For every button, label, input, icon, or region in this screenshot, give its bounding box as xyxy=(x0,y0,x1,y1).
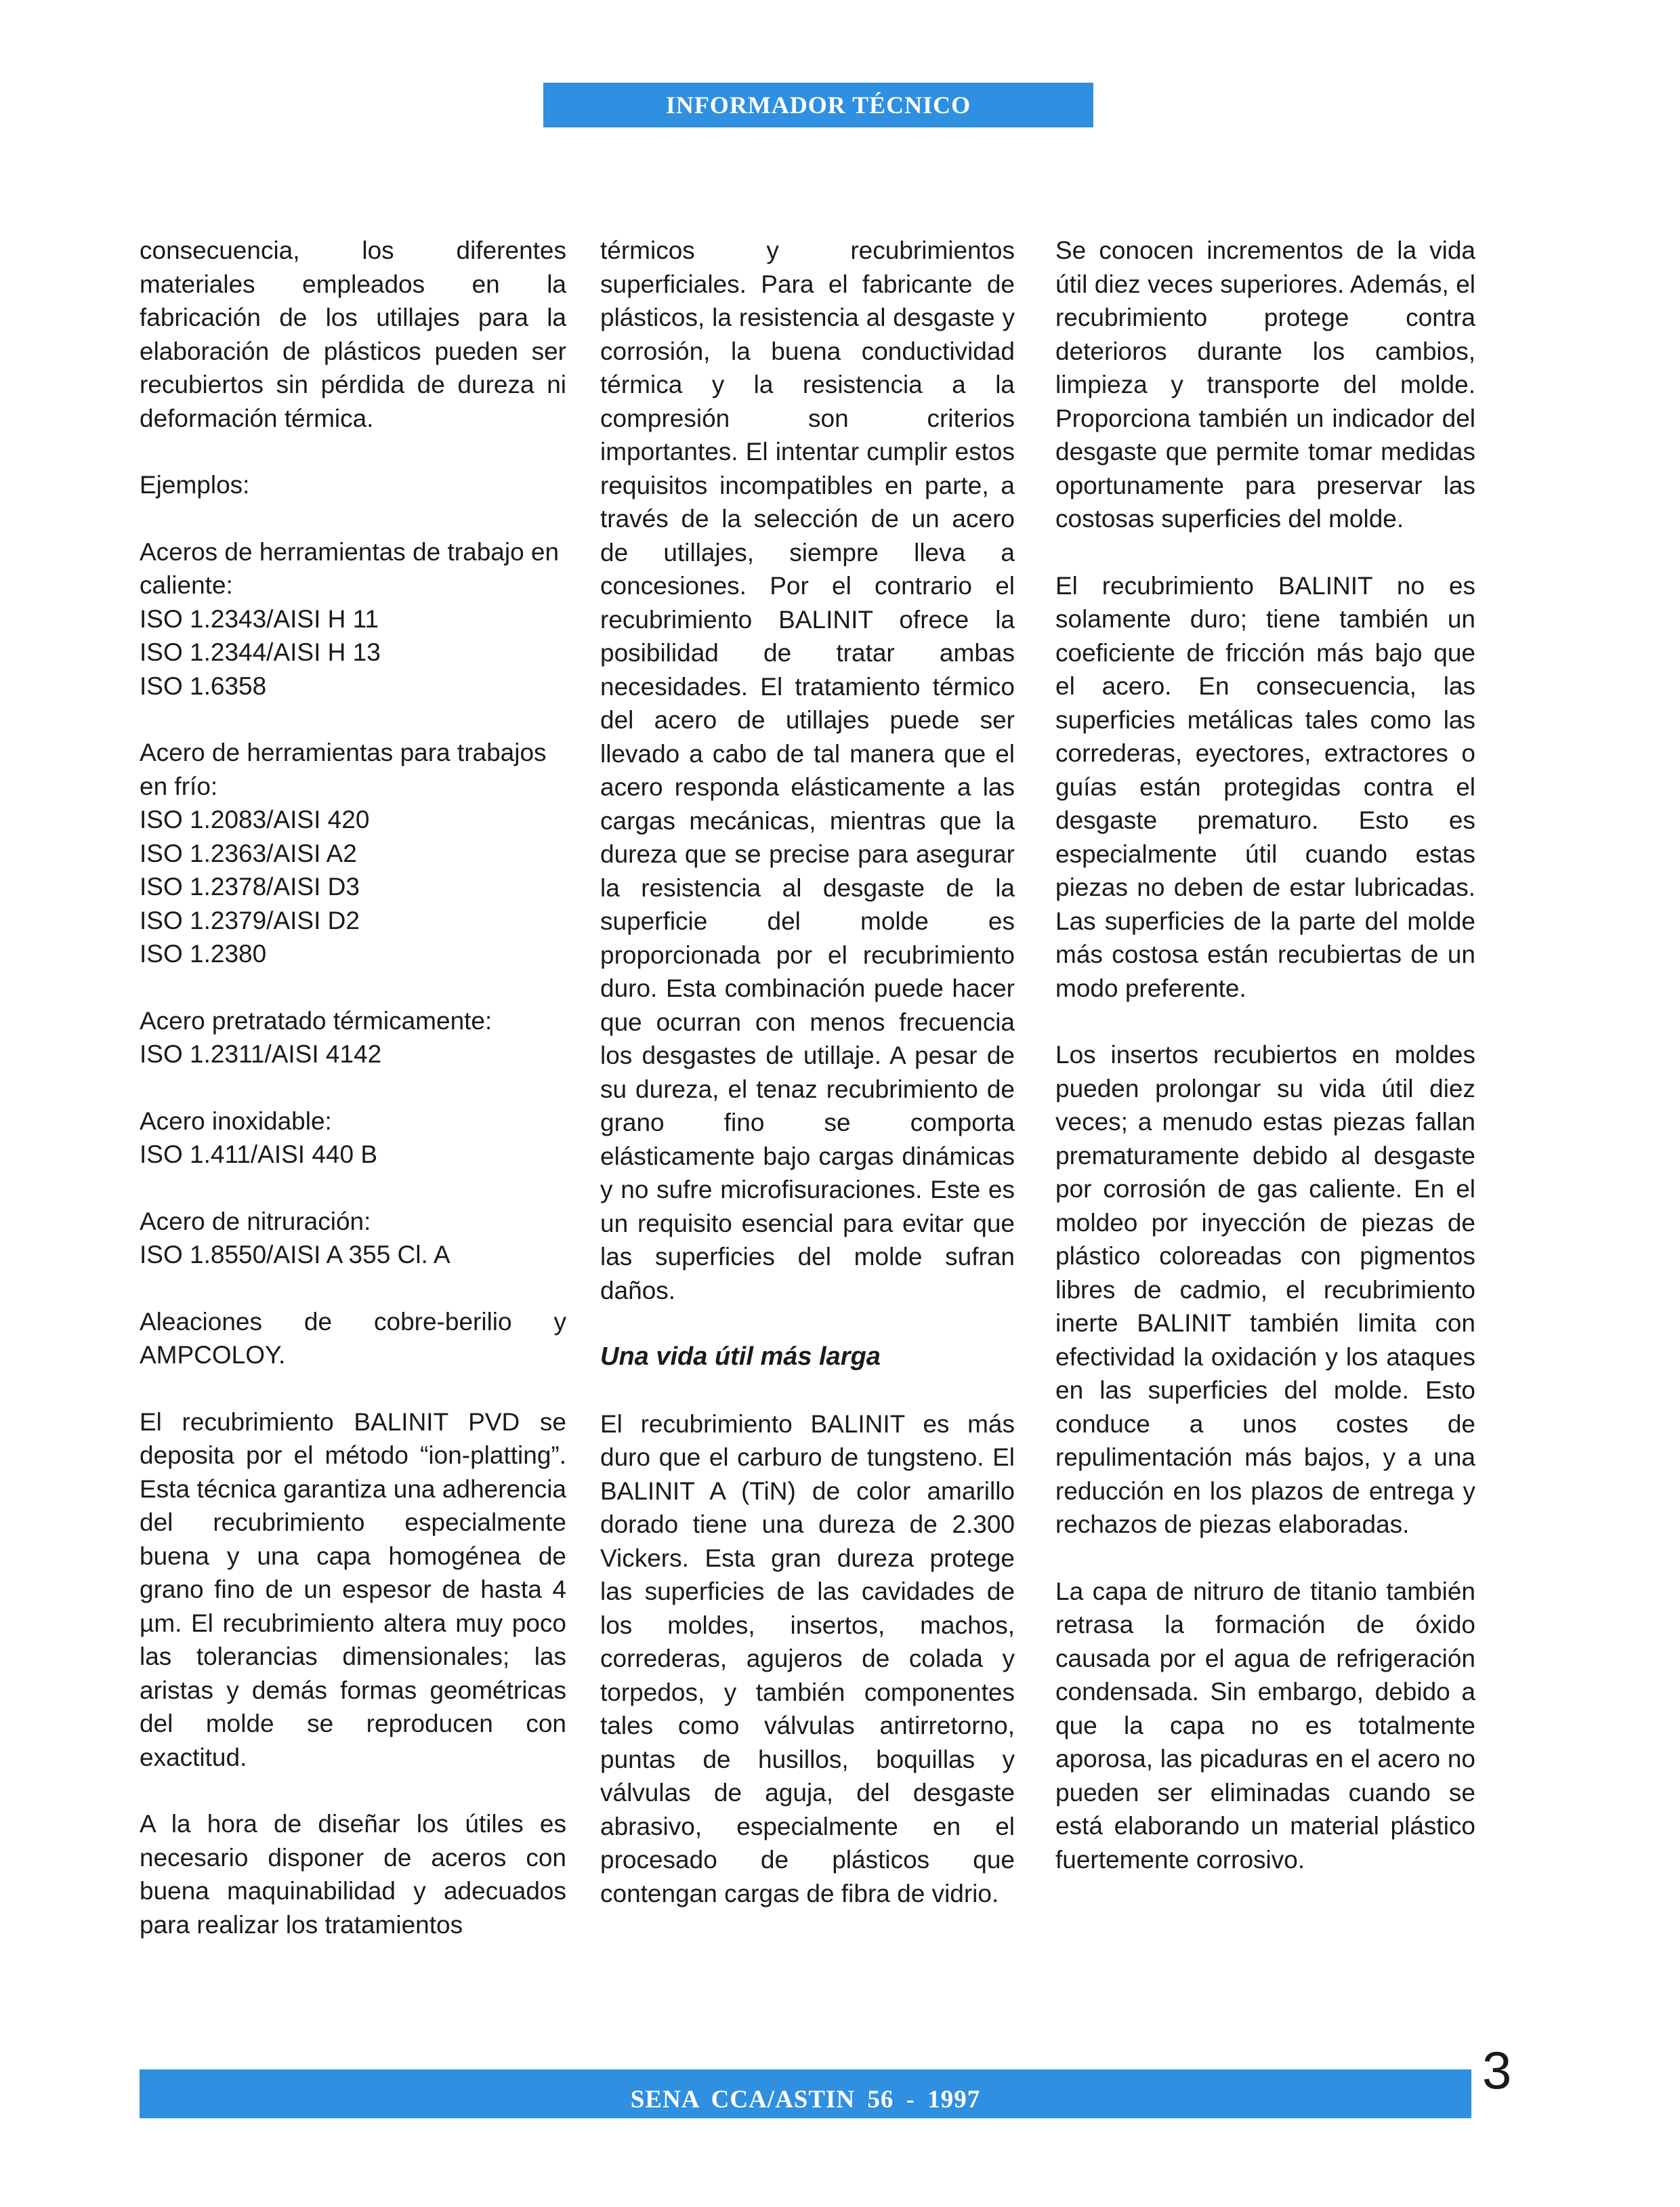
life-paragraph: Se conocen incrementos de la vida útil diez veces superiores. Además, el recubrimiento protege contra deterioros durante los cambios, limpieza y transporte del molde. Proporciona también un indicador del desgaste que permite tomar medidas oportunamente para preservar las costosas superficies del molde. xyxy=(1055,236,1475,533)
section-subheading: Una vida útil más larga xyxy=(600,1342,881,1371)
header-title: INFORMADOR TÉCNICO xyxy=(665,91,971,119)
design-paragraph: A la hora de diseñar los útiles es necesario disponer de aceros con buena maquinabilidad y adecuados para realizar los tratamientos xyxy=(140,1810,566,1939)
footer-text: SENA CCA/ASTIN 56 - 1997 xyxy=(630,2086,981,2113)
pvd-paragraph: El recubrimiento BALINIT PVD se deposita por el método “ion-platting”. Esta técnica garantiza una adherencia del recubrimiento especialmente buena y una capa homogénea de grano fino de un espesor de hasta 4 µm. El recubrimiento altera muy poco las tolerancias dimensionales; las aristas y demás formas geométricas del molde se reproducen con exactitud. xyxy=(140,1407,566,1771)
treatment-paragraph: térmicos y recubrimientos superficiales. Para el fabricante de plásticos, la resistencia al desgaste y corrosión, la buena conductividad térmica y la resistencia a la compresión son criterios importantes. El intentar cumplir estos requisitos incompatibles en parte, a través de la selección de un acero de utillajes, siempre lleva a concesiones. Por el contrario el recubrimiento BALINIT ofrece la posibilidad de tratar ambas necesidades. El tratamiento térmico del acero de utillajes puede ser llevado a cabo de tal manera que el acero responda elásticamente a las cargas mecánicas, mientras que la dureza que se precise para asegurar la resistencia al desgaste de la superficie del molde es proporcionada por el recubrimiento duro. Esta combinación puede hacer que ocurran con menos frecuencia los desgastes de utillaje. A pesar de su dureza, el tenaz recubrimiento de grano fino se comporta elásticamente bajo cargas dinámicas y no sufre microfisuraciones. Este es un requisito esencial para evitar que las superficies del molde sufran daños. xyxy=(600,236,1015,1304)
nitride-paragraph: La capa de nitruro de titanio también retrasa la formación de óxido causada por el agua de refrigeración condensada. Sin embargo, debido a que la capa no es totalmente aporosa, las picaduras en el acero no pueden ser eliminadas cuando se está elaborando un material plástico fuertemente corrosivo. xyxy=(1055,1577,1475,1874)
hot-work-item: ISO 1.2343/AISI H 11 xyxy=(140,604,379,633)
cold-work-title: Acero de herramientas para trabajos en frío: xyxy=(140,739,547,800)
friction-paragraph: El recubrimiento BALINIT no es solamente duro; tiene también un coeficiente de fricción más bajo que el acero. En consecuencia, las superficies metálicas tales como las correderas, eyectores, extractores o guías están protegidas contra el desgaste prematuro. Esto es especialmente útil cuando estas piezas no deben de estar lubricadas. Las superficies de la parte del molde más costosa están recubiertas de un modo preferente. xyxy=(1055,571,1475,1002)
cold-work-item: ISO 1.2379/AISI D2 xyxy=(140,906,360,934)
cold-work-item: ISO 1.2083/AISI 420 xyxy=(140,806,370,833)
cold-work-item: ISO 1.2363/AISI A2 xyxy=(140,839,357,867)
hardness-paragraph: El recubrimiento BALINIT es más duro que el carburo de tungsteno. El BALINIT A (TiN) de color amarillo dorado tiene una dureza de 2.300 Vickers. Esta gran dureza protege las superficies de las cavidades de los moldes, insertos, machos, correderas, agujeros de colada y torpedos, y también componentes tales como válvulas antirretorno, puntas de husillos, boquillas y válvulas de aguja, del desgaste abrasivo, especialmente en el procesado de plásticos que contengan cargas de fibra de vidrio. xyxy=(600,1409,1015,1907)
alloys-paragraph: Aleaciones de cobre-berilio y AMPCOLOY. xyxy=(140,1307,566,1369)
nitriding-item: ISO 1.8550/AISI A 355 Cl. A xyxy=(140,1241,450,1268)
pretreated-title: Acero pretratado térmicamente: xyxy=(140,1006,492,1035)
inserts-paragraph: Los insertos recubiertos en moldes pueden prolongar su vida útil diez veces; a menudo estas piezas fallan prematuramente debido al desgaste por corrosión de gas caliente. En el moldeo por inyección de piezas de plástico coloreadas con pigmentos libres de cadmio, el recubrimiento inerte BALINIT también limita con efectividad la oxidación y los ataques en las superficies del molde. Esto conduce a unos costes de repulimentación más bajos, y a una reducción en los plazos de entrega y rechazos de piezas elaboradas. xyxy=(1055,1041,1475,1538)
footer-bar xyxy=(140,2069,1471,2118)
column-1 xyxy=(140,234,566,1975)
cold-work-item: ISO 1.2378/AISI D3 xyxy=(140,873,360,901)
hot-work-item: ISO 1.6358 xyxy=(140,672,267,700)
header-bar xyxy=(543,83,1093,127)
column-2 xyxy=(600,234,1015,1943)
hot-work-title: Aceros de herramientas de trabajo en caliente: xyxy=(140,537,560,599)
nitriding-title: Acero de nitruración: xyxy=(140,1207,371,1235)
stainless-item: ISO 1.411/AISI 440 B xyxy=(140,1140,378,1168)
page-number: 3 xyxy=(1482,2040,1512,2100)
stainless-title: Acero inoxidable: xyxy=(140,1107,332,1135)
examples-label: Ejemplos: xyxy=(140,471,250,499)
hot-work-item: ISO 1.2344/AISI H 13 xyxy=(140,638,381,666)
intro-paragraph: consecuencia, los diferentes materiales empleados en la fabricación de los utillajes para la elaboración de plásticos pueden ser recubiertos sin pérdida de dureza ni deformación térmica. xyxy=(140,236,566,432)
column-3 xyxy=(1055,234,1475,1910)
cold-work-item: ISO 1.2380 xyxy=(140,940,267,968)
pretreated-item: ISO 1.2311/AISI 4142 xyxy=(140,1040,382,1068)
